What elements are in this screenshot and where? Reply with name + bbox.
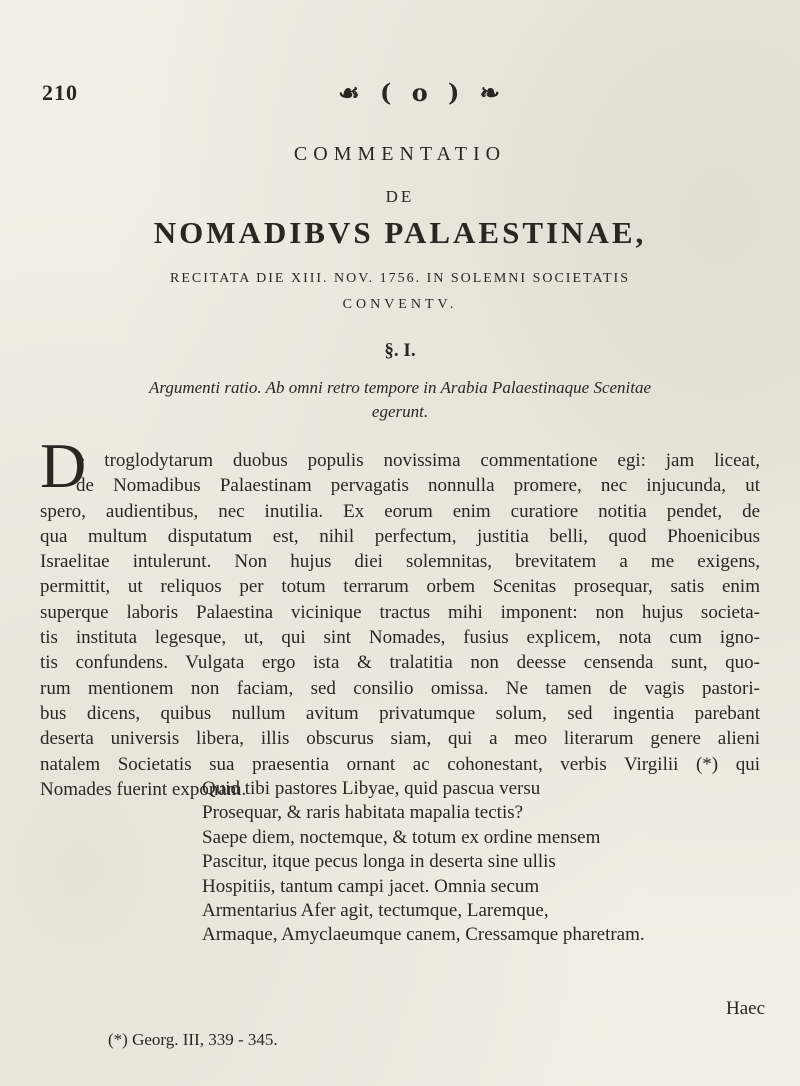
conventu-line: CONVENTV. — [342, 297, 458, 312]
argument-line-2: egerunt. — [371, 402, 429, 421]
running-header — [42, 78, 762, 118]
text-line: permittit, ut reliquos per totum terrarum orbem Scenitas prosequar, satis enim — [40, 576, 760, 598]
verse-line: Hospitiis, tantum campi jacet. Omnia secum — [202, 875, 540, 897]
verse-quotation — [202, 777, 742, 948]
verse-line: Quid tibi pastores Libyae, quid pascua versu — [202, 778, 541, 799]
text-line: tis confundens. Vulgata ergo ista & tralatitia non deesse censenda sunt, quo- — [40, 652, 760, 674]
text-line: natalem Societatis sua praesentia ornant ac cohonestant, verbis Virgilii (*) qui — [40, 753, 760, 775]
text-line: e troglodytarum duobus populis novissima commentatione egi: jam liceat, — [76, 450, 760, 471]
verse-line: Armentarius Afer agit, tectumque, Laremque, — [202, 899, 549, 921]
drop-cap: D — [40, 430, 87, 501]
body-paragraph — [40, 448, 760, 802]
text-line: qua multum disputatum est, nihil perfectum, justitia belli, quod Phoenicibus — [40, 525, 760, 547]
text-line: rum mentionem non faciam, sed consilio omissa. Ne tamen de vagis pastori- — [40, 677, 760, 699]
catchword: Haec — [726, 998, 766, 1019]
verse-line: Armaque, Amyclaeumque canem, Cressamque pharetram. — [202, 924, 645, 946]
main-title: NOMADIBVS PALAESTINAE, — [153, 215, 647, 250]
page-number: 210 — [42, 80, 78, 105]
recitata-line: RECITATA DIE XIII. NOV. 1756. IN SOLEMNI SOCIETATIS — [169, 271, 631, 286]
footnote: (*) Georg. III, 339 - 345. — [108, 1030, 278, 1049]
text-line: superque laboris Palaestina vicinique tractus mihi imponent: non hujus societa- — [40, 601, 760, 623]
verse-line: Saepe diem, noctemque, & totum ex ordine mensem — [202, 826, 601, 848]
title-commentatio: COMMENTATIO — [293, 143, 507, 165]
text-line: Nomades fuerint exponam. — [40, 778, 247, 800]
text-line: bus dicens, quibus nullum avitum privatumque solum, sed ingentia parebant — [40, 702, 760, 724]
text-line: Israelitae intulerunt. Non hujus diei solemnitas, brevitatem a me exigens, — [40, 551, 760, 573]
section-number: §. I. — [384, 340, 416, 361]
title-de: DE — [385, 187, 415, 206]
text-line: tis instituta legesque, ut, qui sint Nomades, fusius explicem, nota cum igno- — [40, 627, 760, 649]
verse-line: Pascitur, itque pecus longa in deserta sine ullis — [202, 851, 556, 873]
header-ornament: ☙ ( o ) ❧ — [338, 78, 506, 107]
text-line: spero, audientibus, nec inutilia. Ex eorum enim curatiore notitia pendet, de — [40, 500, 760, 522]
text-line: deserta universis libera, illis obscurus siam, qui a meo literarum genere alieni — [40, 728, 760, 750]
text-line: de Nomadibus Palaestinam pervagatis nonnulla promere, nec injucunda, ut — [76, 475, 760, 497]
argument-line-1: Argumenti ratio. Ab omni retro tempore in Arabia Palaestinaque Scenitae — [148, 378, 652, 397]
verse-line: Prosequar, & raris habitata mapalia tectis? — [202, 802, 524, 824]
